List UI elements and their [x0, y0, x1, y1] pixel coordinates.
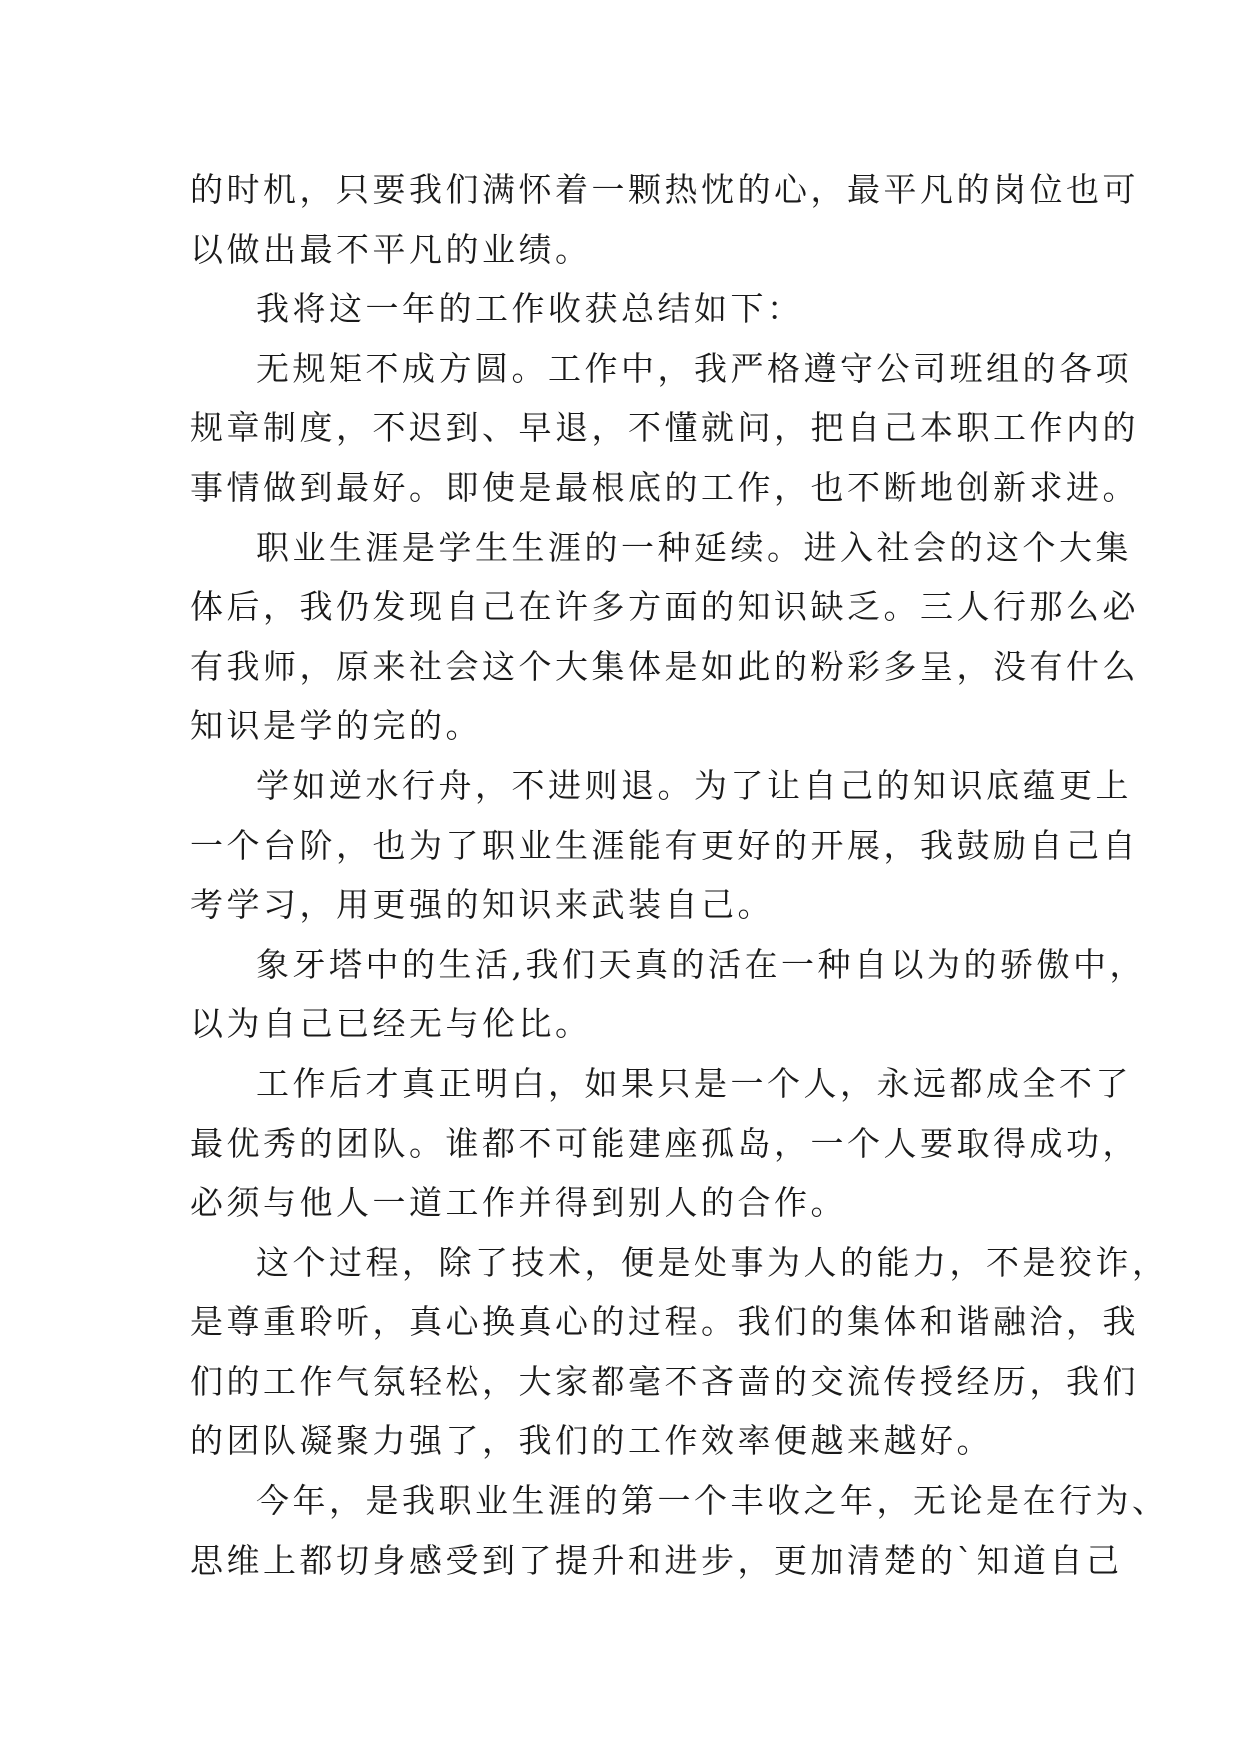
text-line: 今年，是我职业生涯的第一个丰收之年，无论是在行为、: [256, 1481, 1169, 1521]
text-line: 的时机，只要我们满怀着一颗热忱的心，最平凡的岗位也可: [190, 170, 1139, 209]
text-line: 考学习，用更强的知识来武装自己。: [190, 885, 774, 925]
text-line: 知识是学的完的。: [190, 706, 482, 746]
text-line: 们的工作气氛轻松，大家都毫不吝啬的交流传授经历，我们: [190, 1361, 1139, 1401]
text-line: 一个台阶，也为了职业生涯能有更好的开展，我鼓励自己自: [190, 825, 1139, 865]
text-line: 思维上都切身感受到了提升和进步，更加清楚的`知道自己: [190, 1540, 1123, 1580]
document-body: [190, 160, 1169, 1590]
text-line: 规章制度，不迟到、早退，不懂就问，把自己本职工作内的: [190, 408, 1139, 448]
text-line: 工作后才真正明白，如果只是一个人，永远都成全不了: [256, 1063, 1132, 1103]
text-line: 无规矩不成方圆。工作中，我严格遵守公司班组的各项: [256, 348, 1132, 388]
text-line: 事情做到最好。即使是最根底的工作，也不断地创新求进。: [190, 467, 1139, 507]
text-line: 最优秀的团队。谁都不可能建座孤岛，一个人要取得成功，: [190, 1123, 1139, 1163]
text-line: 以做出最不平凡的业绩。: [190, 229, 592, 269]
text-line: 必须与他人一道工作并得到别人的合作。: [190, 1183, 847, 1223]
text-line: 的团队凝聚力强了，我们的工作效率便越来越好。: [190, 1421, 993, 1461]
text-line: 体后，我仍发现自己在许多方面的知识缺乏。三人行那么必: [190, 587, 1139, 627]
text-line: 以为自己已经无与伦比。: [190, 1004, 592, 1044]
text-line: 象牙塔中的生活,我们天真的活在一种自以为的骄傲中，: [256, 944, 1146, 984]
text-line: 这个过程，除了技术，便是处事为人的能力，不是狡诈，: [256, 1242, 1169, 1282]
text-line: 职业生涯是学生生涯的一种延续。进入社会的这个大集: [256, 527, 1132, 567]
text-line: 有我师，原来社会这个大集体是如此的粉彩多呈，没有什么: [190, 646, 1139, 686]
text-line: 学如逆水行舟，不进则退。为了让自己的知识底蕴更上: [256, 765, 1132, 805]
text-line: 是尊重聆听，真心换真心的过程。我们的集体和谐融洽，我: [190, 1302, 1139, 1342]
text-line: 我将这一年的工作收获总结如下：: [256, 289, 804, 329]
